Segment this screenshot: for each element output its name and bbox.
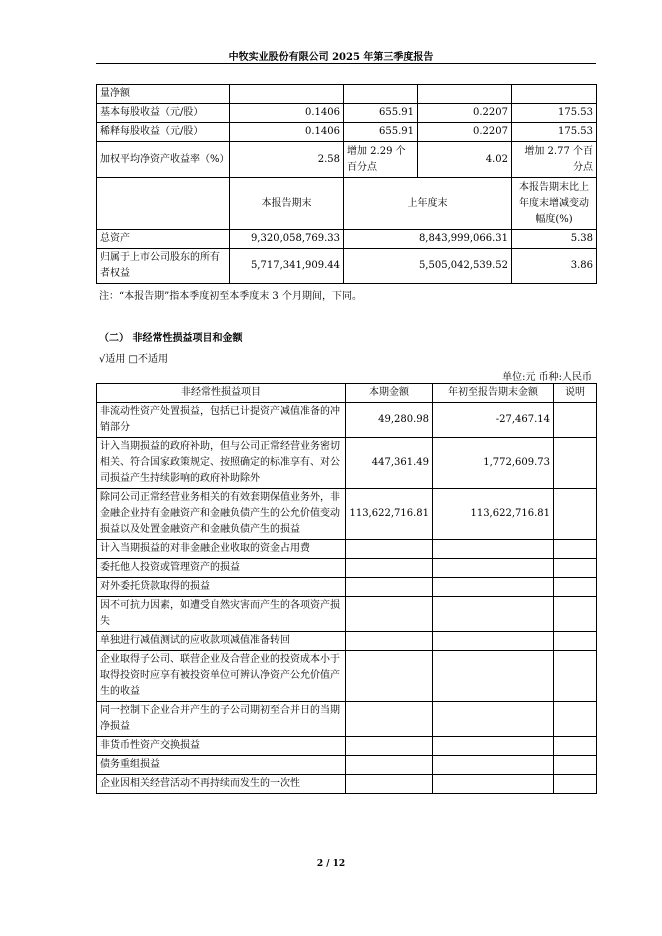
table-row <box>97 142 597 178</box>
header-rule <box>96 63 596 64</box>
ytd-amount-cell: 113,622,716.81 <box>433 489 554 540</box>
ytd-amount-cell <box>433 702 554 737</box>
section-title: （二） 非经常性损益项目和金额 <box>99 333 243 344</box>
row-label: 量净额 <box>97 85 230 104</box>
table-cell: 0.1406 <box>230 104 344 123</box>
note-cell <box>554 403 597 438</box>
ytd-amount-cell <box>433 540 554 559</box>
column-header: 本报告期末 <box>230 178 344 230</box>
column-header: 说明 <box>554 384 597 403</box>
item-cell: 企业取得子公司、联营企业及合营企业的投资成本小于取得投资时应享有被投资单位可辨认净资产公允价值产生的收益 <box>97 651 346 702</box>
current-amount-cell <box>346 578 433 597</box>
note-cell <box>554 651 597 702</box>
row-label: 归属于上市公司股东的所有者权益 <box>97 249 230 284</box>
current-amount-cell <box>346 597 433 632</box>
table-cell: 9,320,058,769.33 <box>230 230 344 249</box>
ytd-amount-cell <box>433 737 554 756</box>
table-row <box>97 737 597 756</box>
ytd-amount-cell <box>433 756 554 775</box>
currency-unit: 单位:元 币种:人民币 <box>502 372 592 383</box>
current-amount-cell <box>346 540 433 559</box>
current-amount-cell <box>346 775 433 794</box>
current-amount-cell <box>346 737 433 756</box>
note-cell <box>554 737 597 756</box>
note-cell <box>554 489 597 540</box>
non-recurring-items-body <box>97 403 597 794</box>
ytd-amount-cell: 1,772,609.73 <box>433 438 554 489</box>
table-row <box>97 651 597 702</box>
row-label: 稀释每股收益（元/股） <box>97 123 230 142</box>
table-row <box>97 597 597 632</box>
item-cell: 同一控制下企业合并产生的子公司期初至合并日的当期净损益 <box>97 702 346 737</box>
ytd-amount-cell <box>433 559 554 578</box>
table-row <box>97 489 597 540</box>
table-row <box>97 756 597 775</box>
table-row <box>97 702 597 737</box>
item-cell: 单独进行减值测试的应收款项减值准备转回 <box>97 632 346 651</box>
ytd-amount-cell: -27,467.14 <box>433 403 554 438</box>
note-cell <box>554 559 597 578</box>
table-cell: 8,843,999,066.31 <box>344 230 512 249</box>
current-amount-cell <box>346 559 433 578</box>
report-header-title: 中牧实业股份有限公司 2025 年第三季度报告 <box>228 52 434 63</box>
current-amount-cell: 113,622,716.81 <box>346 489 433 540</box>
note-cell <box>554 756 597 775</box>
table-row <box>97 85 597 104</box>
table-row <box>97 775 597 794</box>
current-amount-cell <box>346 756 433 775</box>
row-label: 加权平均净资产收益率（%） <box>97 142 230 178</box>
ytd-amount-cell <box>433 578 554 597</box>
column-header: 本报告期末比上年度末增减变动幅度(%) <box>512 178 597 230</box>
current-amount-cell <box>346 632 433 651</box>
ytd-amount-cell <box>433 775 554 794</box>
row-label: 总资产 <box>97 230 230 249</box>
column-header: 非经常性损益项目 <box>97 384 346 403</box>
table-cell: 655.91 <box>344 104 418 123</box>
table-row <box>97 632 597 651</box>
table-cell: 3.86 <box>512 249 597 284</box>
item-cell: 除同公司正常经营业务相关的有效套期保值业务外，非金融企业持有金融资产和金融负债产生的公允价值变动损益以及处置金融资产和金融负债产生的损益 <box>97 489 346 540</box>
item-cell: 委托他人投资或管理资产的损益 <box>97 559 346 578</box>
table-cell: 0.1406 <box>230 123 344 142</box>
column-header: 本期金额 <box>346 384 433 403</box>
table-cell: 0.2207 <box>418 123 512 142</box>
current-amount-cell <box>346 702 433 737</box>
table-row <box>97 249 597 284</box>
table-row <box>97 540 597 559</box>
note-cell <box>554 702 597 737</box>
table-cell: 175.53 <box>512 104 597 123</box>
table-cell: 5.38 <box>512 230 597 249</box>
item-cell: 企业因相关经营活动不再持续而发生的一次性 <box>97 775 346 794</box>
table-subheader-row <box>97 178 597 230</box>
item-cell: 因不可抗力因素，如遭受自然灾害而产生的各项资产损失 <box>97 597 346 632</box>
table-row <box>97 104 597 123</box>
item-cell: 计入当期损益的对非金融企业收取的资金占用费 <box>97 540 346 559</box>
applicable-checkbox-text: √适用 □不适用 <box>99 354 168 365</box>
table-cell: 4.02 <box>418 142 512 178</box>
table-cell: 0.2207 <box>418 104 512 123</box>
table-cell: 5,717,341,909.44 <box>230 249 344 284</box>
table-row <box>97 438 597 489</box>
table-row <box>97 230 597 249</box>
current-amount-cell: 49,280.98 <box>346 403 433 438</box>
item-cell: 计入当期损益的政府补助，但与公司正常经营业务密切相关、符合国家政策规定、按照确定的标准享有、对公司损益产生持续影响的政府补助除外 <box>97 438 346 489</box>
table-note: 注：“本报告期”指本季度初至本季度末 3 个月期间，下同。 <box>99 291 362 302</box>
table-row <box>97 578 597 597</box>
note-cell <box>554 632 597 651</box>
table-cell: 2.58 <box>230 142 344 178</box>
item-cell: 非货币性资产交换损益 <box>97 737 346 756</box>
table-cell: 655.91 <box>344 123 418 142</box>
note-cell <box>554 578 597 597</box>
table-cell: 175.53 <box>512 123 597 142</box>
table-header-row <box>97 384 597 403</box>
note-cell <box>554 597 597 632</box>
page-number: 2 / 12 <box>316 859 346 869</box>
table-row <box>97 403 597 438</box>
column-header: 上年度末 <box>344 178 512 230</box>
note-cell <box>554 775 597 794</box>
ytd-amount-cell <box>433 651 554 702</box>
current-amount-cell: 447,361.49 <box>346 438 433 489</box>
item-cell: 对外委托贷款取得的损益 <box>97 578 346 597</box>
key-financial-table <box>96 84 597 284</box>
non-recurring-items-table <box>96 383 597 794</box>
table-cell: 增加 2.77 个百分点 <box>512 142 597 178</box>
current-amount-cell <box>346 651 433 702</box>
table-cell: 5,505,042,539.52 <box>344 249 512 284</box>
item-cell: 债务重组损益 <box>97 756 346 775</box>
note-cell <box>554 438 597 489</box>
item-cell: 非流动性资产处置损益，包括已计提资产减值准备的冲销部分 <box>97 403 346 438</box>
ytd-amount-cell <box>433 597 554 632</box>
table-cell: 增加 2.29 个百分点 <box>344 142 418 178</box>
column-header: 年初至报告期末金额 <box>433 384 554 403</box>
row-label: 基本每股收益（元/股） <box>97 104 230 123</box>
table-row <box>97 123 597 142</box>
table-row <box>97 559 597 578</box>
ytd-amount-cell <box>433 632 554 651</box>
note-cell <box>554 540 597 559</box>
